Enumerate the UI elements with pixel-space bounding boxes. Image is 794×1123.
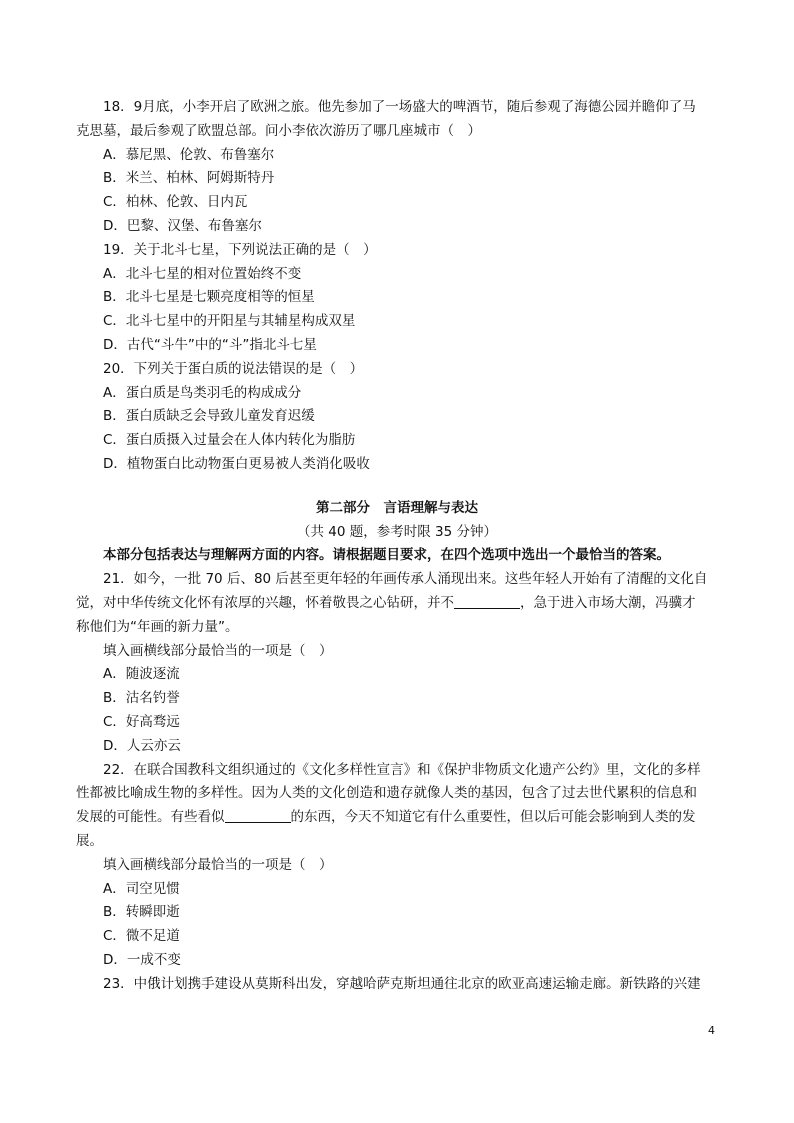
q21-answer-blank xyxy=(454,594,520,609)
q23-stem-line1: 23．中俄计划携手建设从莫斯科出发，穿越哈萨克斯坦通往北京的欧亚高速运输走廊。新铁路的兴建 xyxy=(103,975,701,992)
q21-option-d: D．人云亦云 xyxy=(103,737,181,754)
q22-stem-line3-after: 的东西，今天不知道它有什么重要性，但以后可能会影响到人类的发 xyxy=(290,809,696,826)
q21-option-c: C．好高骛远 xyxy=(103,713,180,730)
q18-stem-line2: 克思墓，最后参观了欧盟总部。问小李依次游历了哪几座城市（ ） xyxy=(76,122,481,139)
q21-stem-line3: 称他们为“年画的新力量”。 xyxy=(76,618,239,635)
q20-stem: 20．下列关于蛋白质的说法错误的是（ ） xyxy=(103,360,364,377)
q18-option-a: A．慕尼黑、伦敦、布鲁塞尔 xyxy=(103,146,275,163)
section-subtitle: （共 40 题，参考时限 35 分钟） xyxy=(296,523,498,540)
section-instruction: 本部分包括表达与理解两方面的内容。请根据题目要求，在四个选项中选出一个最恰当的答案。 xyxy=(103,547,670,564)
q21-option-b: B．沽名钓誉 xyxy=(103,690,180,707)
q22-option-a: A．司空见惯 xyxy=(103,880,180,897)
q19-stem: 19．关于北斗七星，下列说法正确的是（ ） xyxy=(103,241,377,258)
q18-option-b: B．米兰、柏林、阿姆斯特丹 xyxy=(103,170,275,187)
page-content xyxy=(76,96,718,996)
q21-prompt: 填入画横线部分最恰当的一项是（ ） xyxy=(103,642,333,659)
q19-option-b: B．北斗七星是七颗亮度相等的恒星 xyxy=(103,289,315,306)
section-title: 第二部分 言语理解与表达 xyxy=(316,499,478,516)
q21-option-a: A．随波逐流 xyxy=(103,666,180,683)
q21-stem-line2-after: ，急于进入市场大潮，冯骥才 xyxy=(520,594,696,611)
q18-stem-line1: 18．9月底，小李开启了欧洲之旅。他先参加了一场盛大的啤酒节，随后参观了海德公园并瞻仰了马 xyxy=(103,99,696,115)
q18-option-c: C．柏林、伦敦、日内瓦 xyxy=(103,194,248,211)
q22-stem-line3 xyxy=(76,806,718,830)
q18-option-d: D．巴黎、汉堡、布鲁塞尔 xyxy=(103,217,262,234)
q22-option-d: D．一成不变 xyxy=(103,951,181,968)
q22-prompt: 填入画横线部分最恰当的一项是（ ） xyxy=(103,856,333,873)
q22-option-b: B．转瞬即逝 xyxy=(103,904,180,921)
q22-stem-line2: 性都被比喻成生物的多样性。因为人类的文化创造和遗存就像人类的基因，包含了过去世代累积的信息和 xyxy=(76,785,697,802)
q21-stem-line1: 21．如今，一批 70 后、80 后甚至更年轻的年画传承人涌现出来。这些年轻人开始有了清醒的文化自 xyxy=(103,571,708,588)
q20-option-d: D．植物蛋白比动物蛋白更易被人类消化吸收 xyxy=(103,455,370,472)
q20-option-a: A．蛋白质是鸟类羽毛的构成成分 xyxy=(103,384,302,401)
q19-option-c: C．北斗七星中的开阳星与其辅星构成双星 xyxy=(103,313,356,330)
q21-stem-line2-before: 觉，对中华传统文化怀有浓厚的兴趣，怀着敬畏之心钻研，并不 xyxy=(76,594,454,611)
page-number: 4 xyxy=(708,1024,715,1037)
q22-stem-line3-before: 发展的可能性。有些看似 xyxy=(76,809,225,826)
q22-answer-blank xyxy=(225,808,291,823)
q22-stem-line1: 22．在联合国教科文组织通过的《文化多样性宣言》和《保护非物质文化遗产公约》里，文化的多样 xyxy=(103,761,701,778)
q19-option-d: D．古代“斗牛”中的“斗”指北斗七星 xyxy=(103,336,317,353)
q19-option-a: A．北斗七星的相对位置始终不变 xyxy=(103,265,302,282)
q21-stem-line2 xyxy=(76,592,718,616)
q22-stem-line4: 展。 xyxy=(76,832,103,849)
q20-option-b: B．蛋白质缺乏会导致儿童发育迟缓 xyxy=(103,408,315,425)
q22-option-c: C．微不足道 xyxy=(103,928,180,945)
q20-option-c: C．蛋白质摄入过量会在人体内转化为脂肪 xyxy=(103,432,356,449)
